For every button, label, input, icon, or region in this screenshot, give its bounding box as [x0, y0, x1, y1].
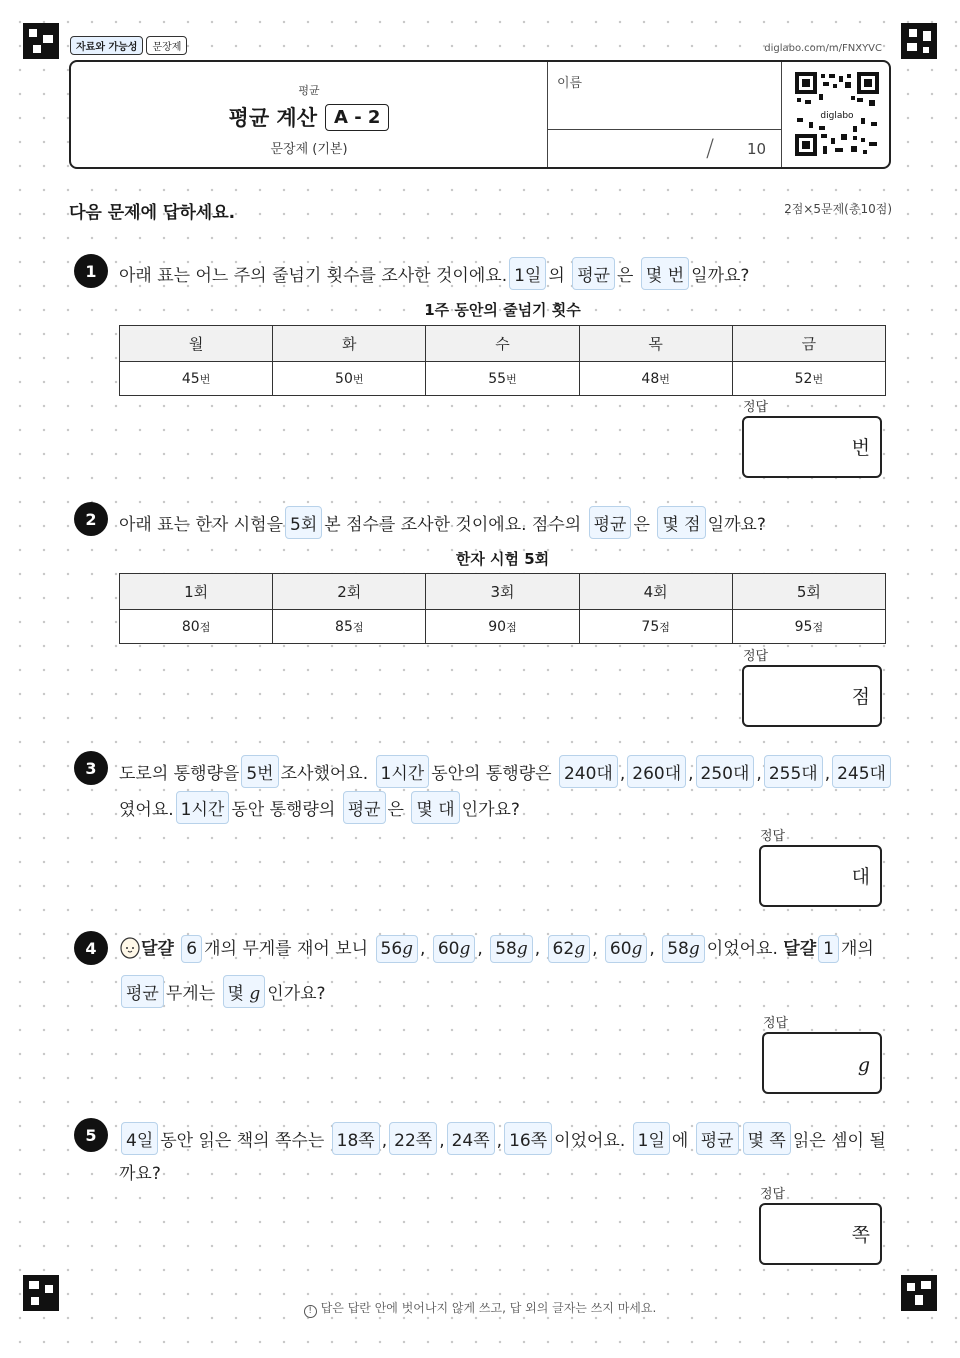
answer-unit-1: 번 — [851, 437, 870, 459]
table-value-cell: 50번 — [273, 362, 426, 396]
score-slash: / — [706, 134, 715, 162]
answer-label-3: 정답 — [760, 829, 786, 844]
answer-unit-4: g — [857, 1054, 870, 1076]
table-value-cell: 55번 — [426, 362, 579, 396]
egg-icon — [119, 935, 141, 959]
table-value-cell: 80점 — [120, 610, 273, 644]
question-text-5-line2: 까요? — [119, 1164, 161, 1184]
answer-unit-5: 쪽 — [851, 1224, 870, 1246]
page-title: 평균 계산 — [228, 106, 317, 130]
table-value-cell: 95점 — [732, 610, 885, 644]
table-header-cell: 월 — [120, 326, 273, 362]
question-number-1: 1 — [74, 254, 108, 288]
question-number-4: 4 — [74, 931, 108, 965]
table-header-cell: 4회 — [579, 574, 732, 610]
instruction-text: 다음 문제에 답하세요. — [69, 203, 236, 223]
question-number-2: 2 — [74, 502, 108, 536]
qr-brand: diglabo — [820, 111, 854, 121]
answer-box-1[interactable] — [742, 416, 882, 478]
question-text-5-line1: 4일 동안 읽은 책의 쪽수는 18쪽 , 22쪽 , 24쪽 , 16쪽 이었어요. 1일 에 평균 몇 쪽 읽은 셈이 될 — [119, 1122, 886, 1155]
answer-box-4[interactable] — [762, 1032, 882, 1094]
title-block — [71, 62, 547, 167]
name-label: 이름 — [557, 76, 583, 91]
name-field[interactable] — [548, 62, 781, 130]
table-value-cell: 48번 — [579, 362, 732, 396]
table-value-cell: 45번 — [120, 362, 273, 396]
table-header-cell: 1회 — [120, 574, 273, 610]
footer-note: ! 답은 답란 안에 벗어나지 않게 쓰고, 답 외의 글자는 쓰지 마세요. — [0, 1299, 960, 1318]
header-tags — [70, 35, 190, 55]
data-table-1 — [119, 325, 886, 396]
category-label: 평균 — [298, 84, 320, 97]
answer-label-2: 정답 — [743, 649, 769, 664]
question-text-2: 아래 표는 한자 시험을 5회 본 점수를 조사한 것이에요. 점수의 평균 은 몇 점 일까요? — [119, 506, 766, 539]
answer-box-5[interactable] — [759, 1203, 882, 1265]
table-header-cell: 5회 — [732, 574, 885, 610]
table-value-cell: 75점 — [579, 610, 732, 644]
answer-unit-2: 점 — [851, 686, 870, 708]
table-value-cell: 52번 — [732, 362, 885, 396]
corner-marker-top-right — [901, 23, 937, 59]
answer-box-2[interactable] — [742, 665, 882, 727]
table-caption-2: 한자 시험 5회 — [455, 550, 550, 568]
table-header-cell: 수 — [426, 326, 579, 362]
table-header-cell: 금 — [732, 326, 885, 362]
question-text-3-line2: 였어요. 1시간 동안 통행량의 평균 은 몇 대 인가요? — [119, 791, 520, 824]
tag-type: 문장제 — [146, 36, 187, 55]
worksheet-code: A - 2 — [325, 104, 389, 131]
score-total: 10 — [747, 140, 767, 158]
tag-subject: 자료와 가능성 — [70, 36, 143, 55]
subtitle: 문장제 (기본) — [270, 142, 348, 157]
question-text-1: 아래 표는 어느 주의 줄넘기 횟수를 조사한 것이에요. 1일 의 평균 은 몇 번 일까요? — [119, 257, 749, 290]
question-text-4-line2: 평균 무게는 몇 g 인가요? — [119, 975, 326, 1008]
site-url: diglabo.com/m/FNXYVC — [764, 43, 882, 54]
question-text-3-line1: 도로의 통행량을 5번 조사했어요. 1시간 동안의 통행량은 240대 , 260대 , 250대 , 255대 , 245대 — [119, 755, 893, 788]
table-header-cell: 목 — [579, 326, 732, 362]
info-icon: ! — [304, 1305, 317, 1318]
table-caption-1: 1주 동안의 줄넘기 횟수 — [424, 301, 581, 319]
answer-label-4: 정답 — [763, 1016, 789, 1031]
score-field[interactable] — [548, 130, 781, 167]
table-value-cell: 85점 — [273, 610, 426, 644]
corner-marker-top-left — [23, 23, 59, 59]
answer-box-3[interactable] — [759, 845, 882, 907]
answer-label-5: 정답 — [760, 1187, 786, 1202]
question-number-3: 3 — [74, 751, 108, 785]
answer-label-1: 정답 — [743, 400, 769, 415]
table-header-cell: 2회 — [273, 574, 426, 610]
table-header-cell: 화 — [273, 326, 426, 362]
table-header-cell: 3회 — [426, 574, 579, 610]
name-score-block — [547, 62, 782, 167]
table-value-cell: 90점 — [426, 610, 579, 644]
question-text-4-line1: 달걀 6 개의 무게를 재어 보니 56g , 60g , 58g , 62g , 60g , 58g 이었어요. 달걀 1 개의 — [119, 934, 874, 963]
question-number-5: 5 — [74, 1118, 108, 1152]
points-info: 2점×5문제(총10점) — [784, 202, 892, 216]
qr-code — [795, 72, 879, 156]
worksheet-header — [69, 60, 891, 169]
answer-unit-3: 대 — [851, 866, 870, 888]
data-table-2 — [119, 573, 886, 644]
